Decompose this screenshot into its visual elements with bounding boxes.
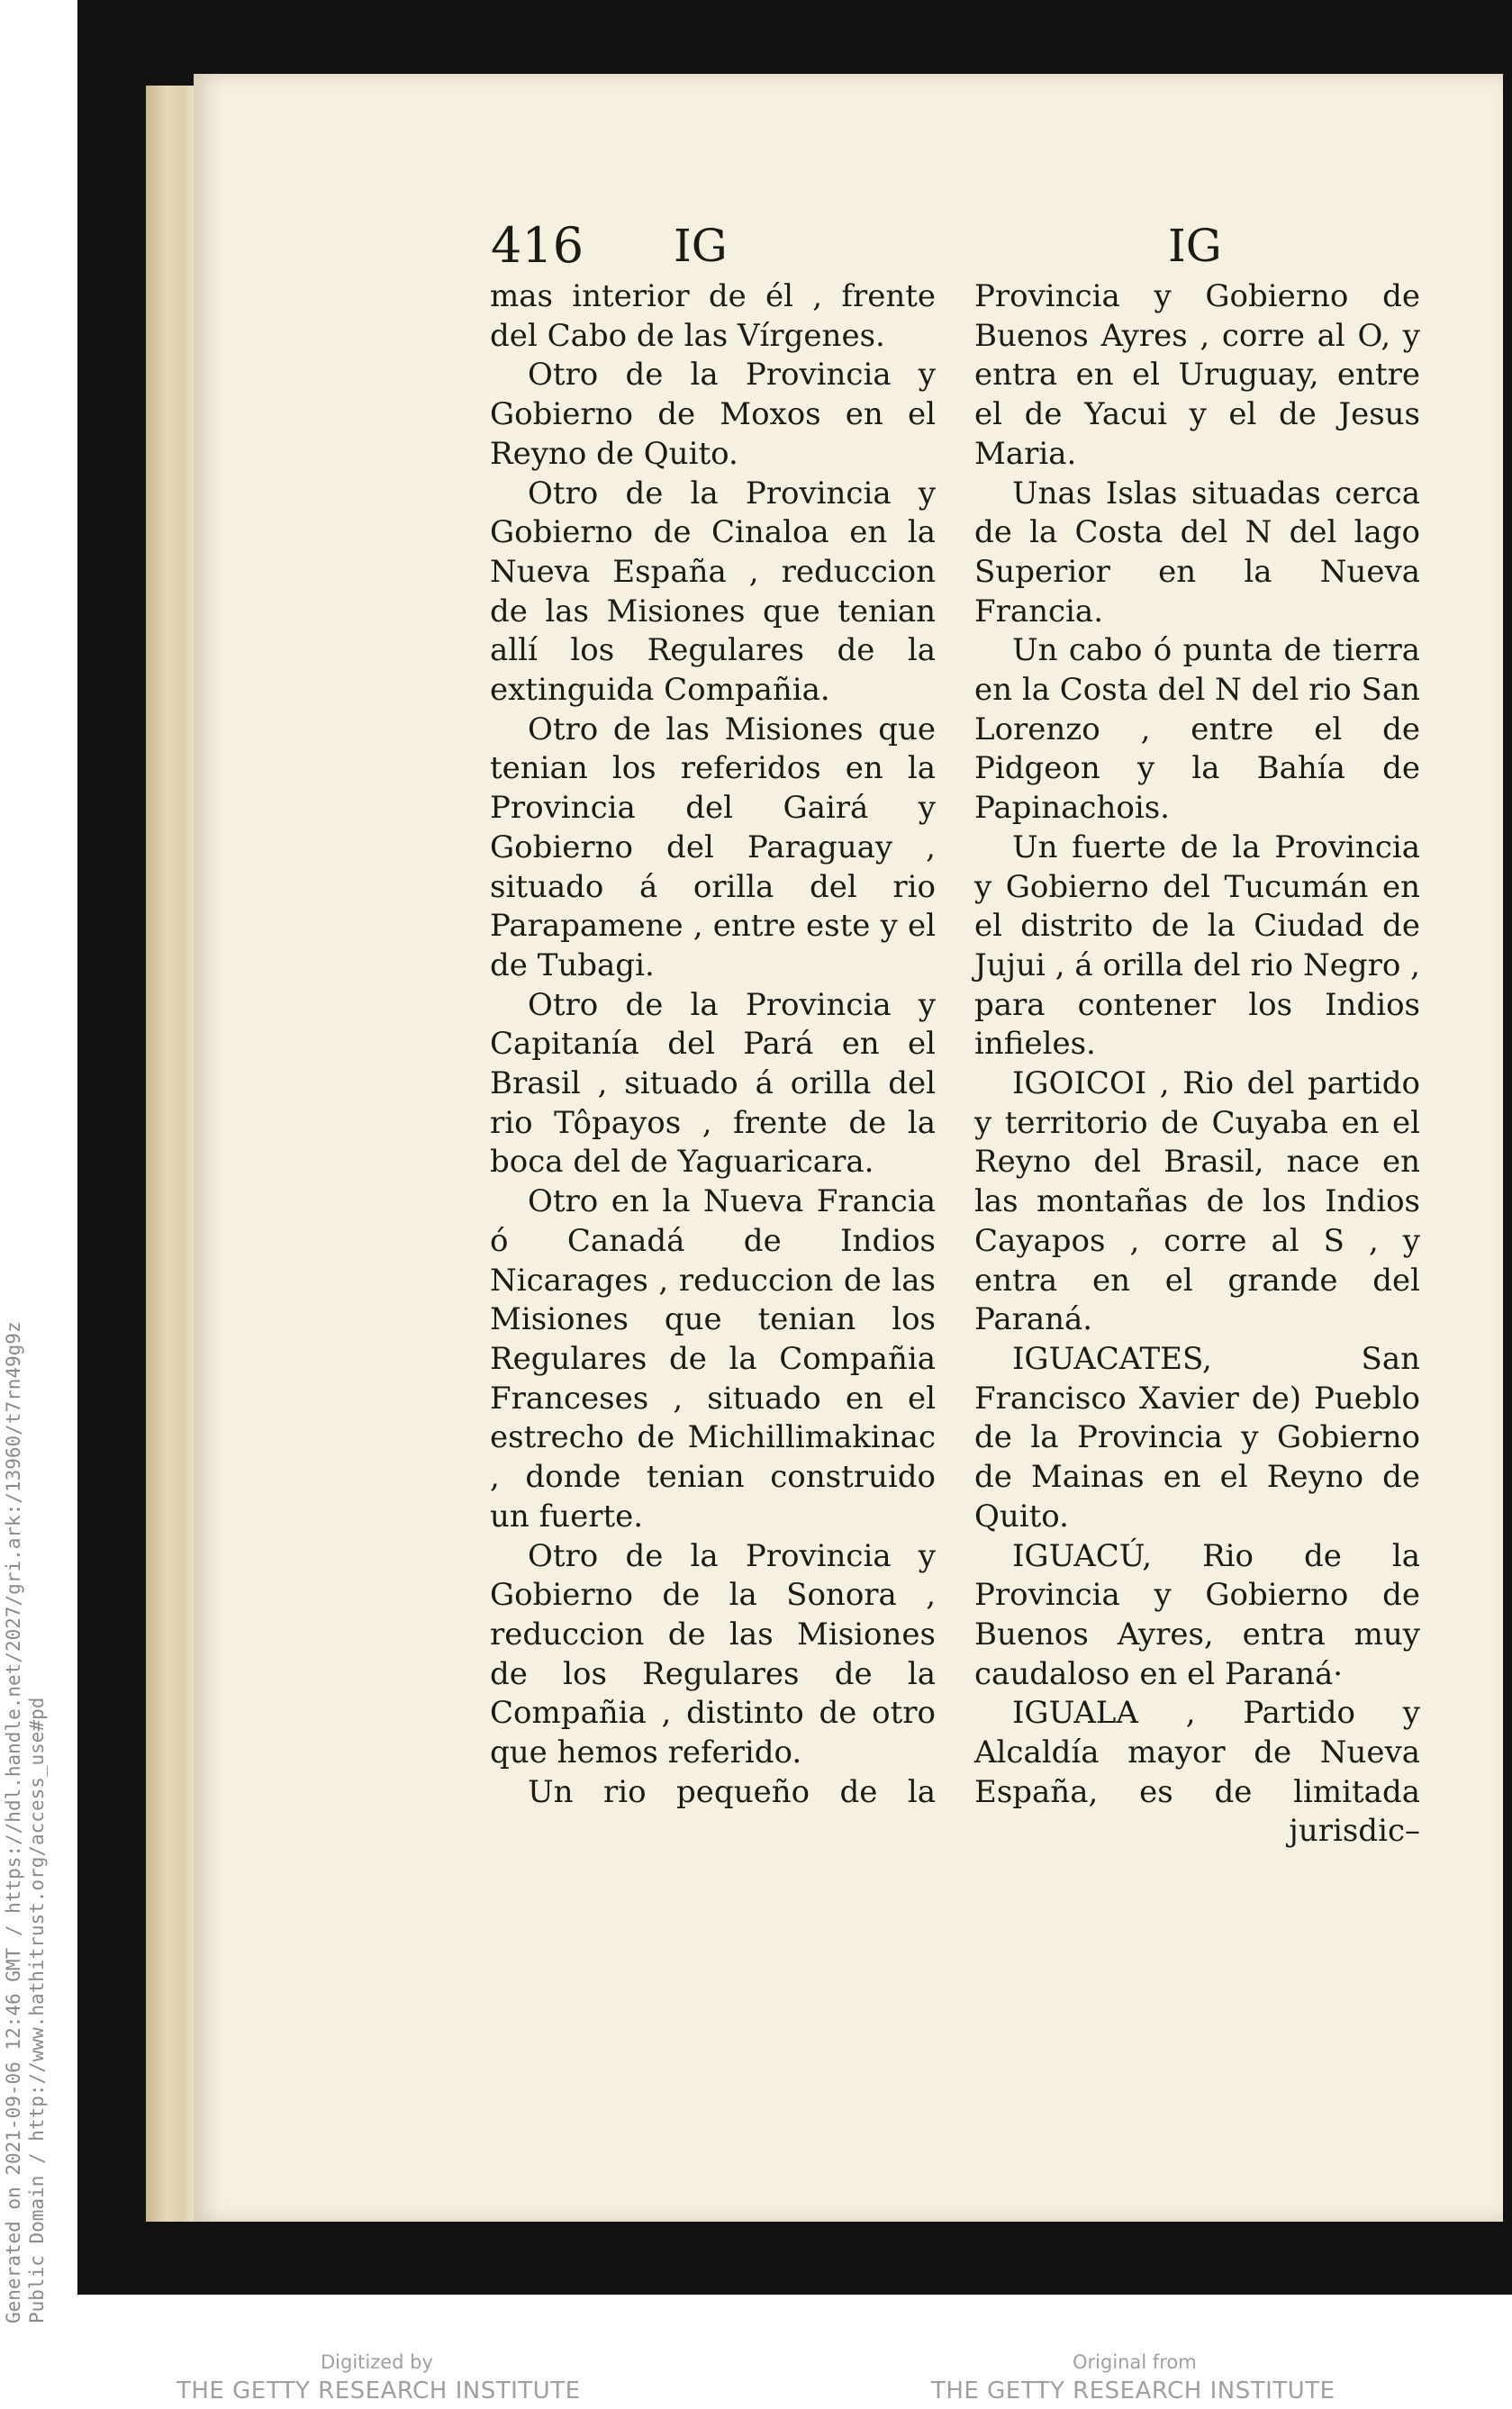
original-from-label: Original from	[1073, 2351, 1197, 2373]
paragraph: Otro de la Provincia y Gobierno de Moxos en el Reyno de Quito.	[490, 357, 936, 472]
paragraph: IGUACATES, San Francisco Xavier de) Pueblo de la Provincia y Gobierno de Mainas en el Reyno de Quito.	[974, 1340, 1420, 1535]
paragraph: Un cabo ó punta de tierra en la Costa del N del rio San Lorenzo , entre el de Pidgeon y la Bahía de Papinachois.	[974, 632, 1421, 827]
paragraph: Otro de las Misiones que tenian los referidos en la Provincia del Gairá y Gobierno del Paraguay , situado á orilla del rio Parapamene , entre este y el de Tubagi.	[490, 711, 936, 983]
right-text-column	[974, 277, 1420, 1852]
book-page-edge	[146, 86, 198, 2222]
paragraph: Unas Islas situadas cerca de la Costa del N del lago Superior en la Nueva Francia.	[974, 475, 1420, 629]
running-head-left: IG	[674, 220, 728, 272]
watermark-line: Public Domain / http://www.hathitrust.org/access_use#pd	[26, 1697, 48, 2323]
paragraph: Otro de la Provincia y Gobierno de la Sonora , reduccion de las Misiones de los Regulares de la Compañia , distinto de otro que hemos referido.	[490, 1537, 936, 1771]
paragraph: IGOICOI , Rio del partido y territorio de Cuyaba en el Reyno del Brasil, nace en las montañas de los Indios Cayapos , corre al S , y entra en el grande del Paraná.	[974, 1065, 1420, 1338]
paragraph: Provincia y Gobierno de Buenos Ayres , corre al O, y entra en el Uruguay, entre el de Yacui y el de Jesus Maria.	[974, 278, 1420, 472]
digitized-by-institution: THE GETTY RESEARCH INSTITUTE	[177, 2377, 581, 2404]
original-from-institution: THE GETTY RESEARCH INSTITUTE	[931, 2377, 1335, 2404]
paragraph: Un rio pequeño de la	[528, 1773, 936, 1810]
paragraph: Otro de la Provincia y Capitanía del Pará en el Brasil , situado á orilla del rio Tôpayos , frente de la boca del de Yaguaricara.	[490, 986, 936, 1181]
paragraph: Otro en la Nueva Francia ó Canadá de Indios Nicarages , reduccion de las Misiones que tenian los Regulares de la Compañia Franceses , situado en el estrecho de Michillimakinac , donde tenian construido un fuerte.	[490, 1183, 936, 1535]
hathitrust-watermark	[2, 1321, 49, 2323]
watermark-line: Generated on 2021-09-06 12:46 GMT / https://hdl.handle.net/2027/gri.ark:/13960/t7rn49g9z	[3, 1321, 24, 2323]
running-head-right: IG	[1168, 220, 1222, 272]
left-text-column	[490, 277, 936, 1812]
page-number: 416	[491, 217, 584, 274]
paragraph: Un fuerte de la Provincia y Gobierno del Tucumán en el distrito de la Ciudad de Jujui , á orilla del rio Negro , para contener los Indios infieles.	[974, 829, 1420, 1063]
paragraph: Otro de la Provincia y Gobierno de Cinaloa en la Nueva España , reduccion de las Misiones que tenian allí los Regulares de la extinguida Compañia.	[490, 475, 936, 709]
paragraph: IGUACÚ, Rio de la Provincia y Gobierno de Buenos Ayres, entra muy caudaloso en el Paraná·	[974, 1537, 1420, 1692]
paragraph: IGUALA , Partido y Alcaldía mayor de Nueva España, es de limitada jurisdic–	[974, 1695, 1420, 1850]
digitized-by-label: Digitized by	[321, 2351, 433, 2373]
paragraph: mas interior de él , frente del Cabo de las Vírgenes.	[490, 278, 936, 354]
